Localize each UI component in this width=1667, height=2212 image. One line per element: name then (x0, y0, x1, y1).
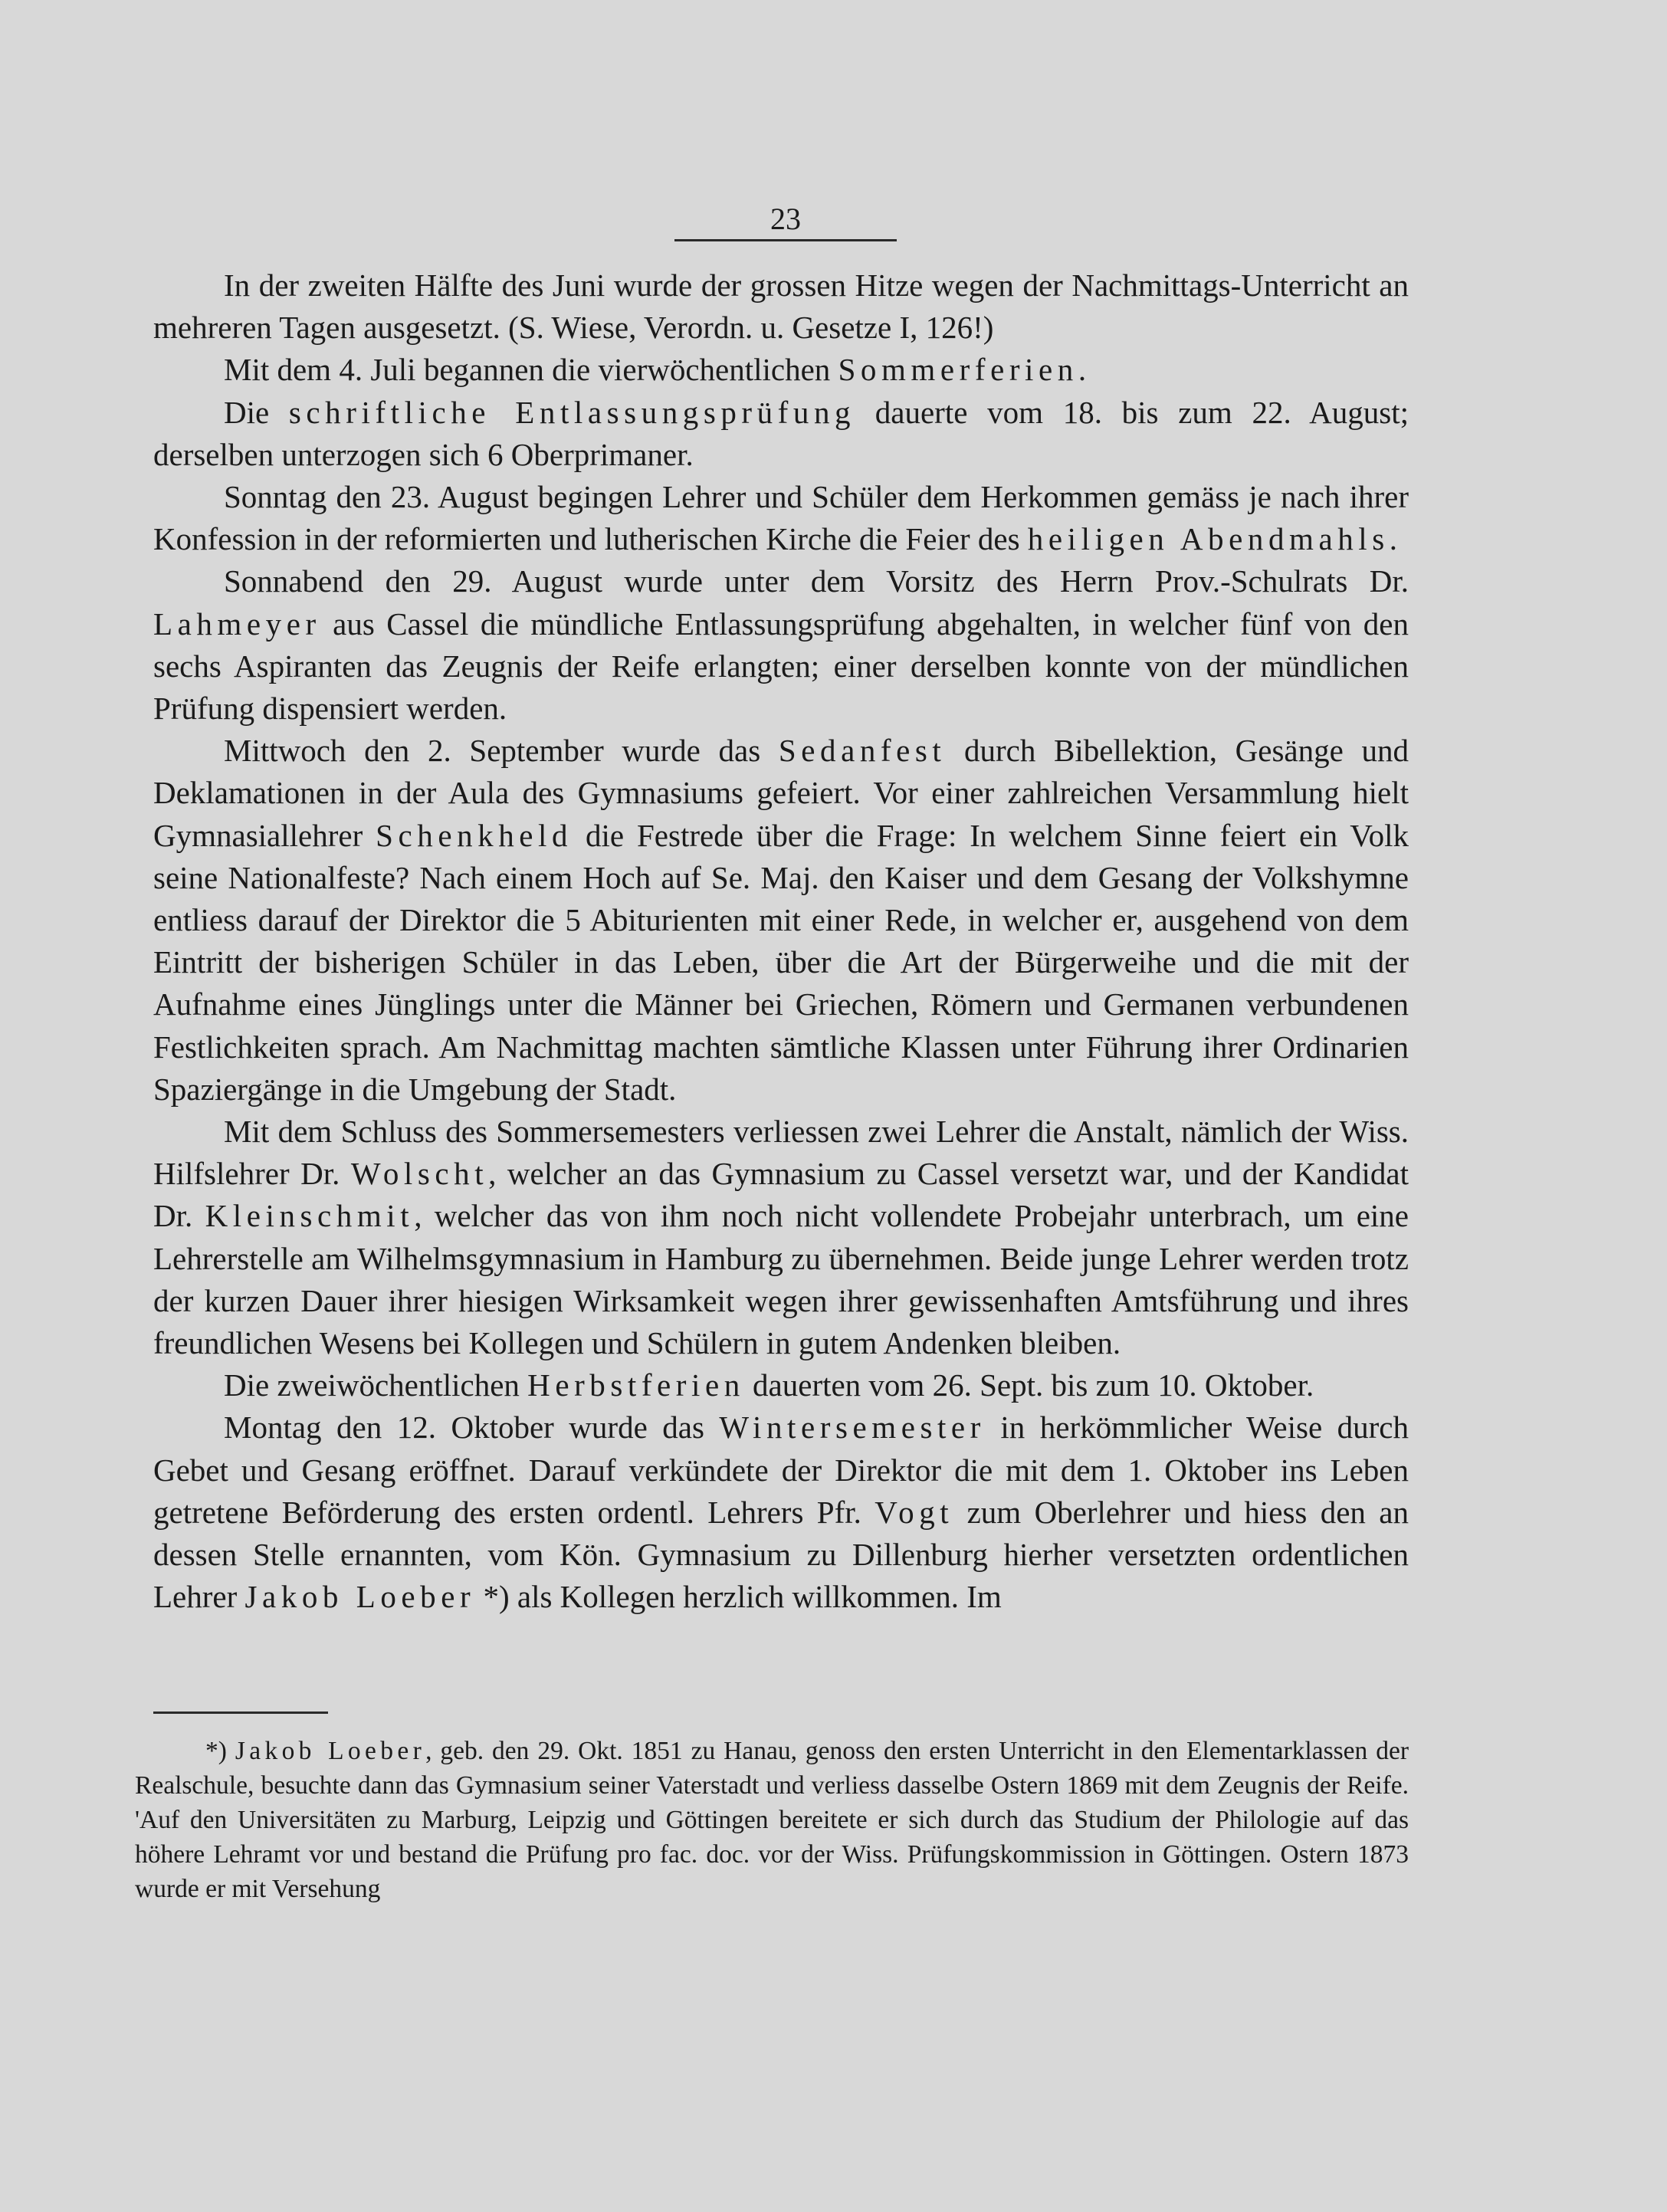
spaced-emphasis: schriftliche Entlassungsprüfung (288, 394, 856, 430)
text-run: Die zweiwöchentlichen (224, 1367, 528, 1403)
spaced-emphasis: Lahmeyer (153, 606, 321, 642)
text-run: , geb. den 29. Okt. 1851 zu Hanau, genoss den ersten Unterricht in den Elementarklassen der Realschule, besuchte dann das Gymnasium seiner Vaterstadt und verliess dasselbe Ostern 1869 mit dem Zeugnis der Reife. 'Auf den Universitäten zu Marburg, Leipzig und Göttingen bereitete er sich durch das Studium der Philologie auf das höhere Lehramt vor und bestand die Prüfung pro fac. doc. vor der Wiss. Prüfungskommission in Göttingen. Ostern 1873 wurde er mit Versehung (135, 1737, 1409, 1903)
page-header (674, 201, 897, 241)
spaced-emphasis: Vogt (875, 1494, 954, 1530)
page-number: 23 (770, 202, 801, 236)
spaced-emphasis: Jakob Loeber (244, 1579, 476, 1615)
text-run: die Festrede über die Frage: In welchem Sinne feiert ein Volk seine Nationalfeste? Nach einem Hoch auf Se. Maj. den Kaiser und dem Gesang der Volkshymne entliess darauf der Direktor die 5 Abiturienten mit einer Rede, in welcher er, ausgehend von dem Eintritt der bisherigen Schüler in das Leben, über die Art der Bürgerweihe und die mit der Aufnahme eines Jünglings unter die Männer bei Griechen, Römern und Germanen verbundenen Festlichkeiten sprach. Am Nachmittag machten sämtliche Klassen unter Führung ihrer Ordinarien Spaziergänge in die Umgebung der Stadt. (153, 817, 1409, 1107)
spaced-emphasis: Herbstferien (527, 1367, 745, 1403)
spaced-emphasis: Kleinschmit (205, 1198, 415, 1234)
footnote-rule (153, 1712, 328, 1714)
text-run: , welcher an das Gymnasium zu Cassel versetzt war, und der Kandidat Dr. (153, 1156, 1409, 1234)
paragraph (153, 392, 1409, 476)
paragraph (153, 1364, 1409, 1406)
text-run: Montag den 12. Oktober wurde das (224, 1410, 720, 1446)
header-rule (674, 239, 897, 241)
text-run: . (1389, 521, 1397, 557)
paragraph (153, 349, 1409, 391)
text-run: Sonntag den 23. August begingen Lehrer und Schüler dem Herkommen gemäss je nach ihrer Konfession in der reformierten und lutherischen Kirche die Feier des (153, 479, 1409, 557)
paragraph (153, 1406, 1409, 1618)
spaced-emphasis: Schenkheld (376, 817, 573, 853)
footnote-paragraph (135, 1734, 1409, 1906)
spaced-emphasis: Sommerferien (838, 352, 1078, 388)
paragraph (153, 476, 1409, 560)
text-run: aus Cassel die mündliche Entlassungsprüfung abgehalten, in welcher fünf von den sechs Aspiranten das Zeugnis der Reife erlangten; einer derselben konnte von der mündlichen Prüfung dispensiert werden. (153, 606, 1409, 727)
text-run: Sonnabend den 29. August wurde unter dem Vorsitz des Herrn Prov.-Schulrats Dr. (224, 563, 1409, 599)
text-run: Mit dem 4. Juli begannen die vierwöchentlichen (224, 352, 838, 388)
text-run: *) (205, 1737, 235, 1765)
paragraph (153, 730, 1409, 1111)
body-text (153, 264, 1409, 1619)
text-run: in herkömmlicher Weise durch Gebet und Gesang eröffnet. Darauf verkündete der Direktor die mit dem 1. Oktober ins Leben getretene Beförderung des ersten ordentl. Lehrers Pfr. (153, 1410, 1409, 1530)
text-run: zum Oberlehrer und hiess den an dessen Stelle ernannten, vom Kön. Gymnasium zu Dillenburg hierher versetzten ordentlichen Lehrer (153, 1494, 1409, 1615)
paragraph (153, 1111, 1409, 1364)
text-run: *) als Kollegen herzlich willkommen. Im (475, 1579, 1002, 1615)
text-run: durch Bibellektion, Gesänge und Deklamationen in der Aula des Gymnasiums gefeiert. Vor einer zahlreichen Versammlung hielt Gymnasiallehrer (153, 733, 1409, 853)
text-run: dauerten vom 26. Sept. bis zum 10. Oktober. (744, 1367, 1314, 1403)
text-run: In der zweiten Hälfte des Juni wurde der grossen Hitze wegen der Nachmittags-Unterricht an mehreren Tagen ausgesetzt. (S. Wiese, Verordn. u. Gesetze I, 126!) (153, 267, 1409, 346)
text-run: Mittwoch den 2. September wurde das (224, 733, 779, 769)
text-run: Mit dem Schluss des Sommersemesters verliessen zwei Lehrer die Anstalt, nämlich der Wiss. Hilfslehrer Dr. (153, 1114, 1409, 1192)
spaced-emphasis: heiligen Abendmahls (1027, 521, 1390, 557)
paragraph (153, 560, 1409, 730)
spaced-emphasis: Wolscht (350, 1156, 489, 1192)
text-run: , welcher das von ihm noch nicht vollendete Probejahr unterbrach, um eine Lehrerstelle am Wilhelmsgymnasium in Hamburg zu übernehmen. Beide junge Lehrer werden trotz der kurzen Dauer ihrer hiesigen Wirksamkeit wegen ihrer gewissenhaften Amtsführung und ihres freundlichen Wesens bei Kollegen und Schülern in gutem Andenken bleiben. (153, 1198, 1409, 1361)
text-run: Die (224, 394, 289, 430)
spaced-emphasis: Wintersemester (719, 1410, 986, 1446)
text-run: . (1078, 352, 1087, 388)
footnote (135, 1734, 1409, 1906)
spaced-emphasis: Jakob Loeber (235, 1737, 426, 1765)
paragraph (153, 264, 1409, 349)
spaced-emphasis: Sedanfest (778, 733, 947, 769)
text-run: dauerte vom 18. bis zum 22. August; derselben unterzogen sich 6 Oberprimaner. (153, 394, 1409, 472)
